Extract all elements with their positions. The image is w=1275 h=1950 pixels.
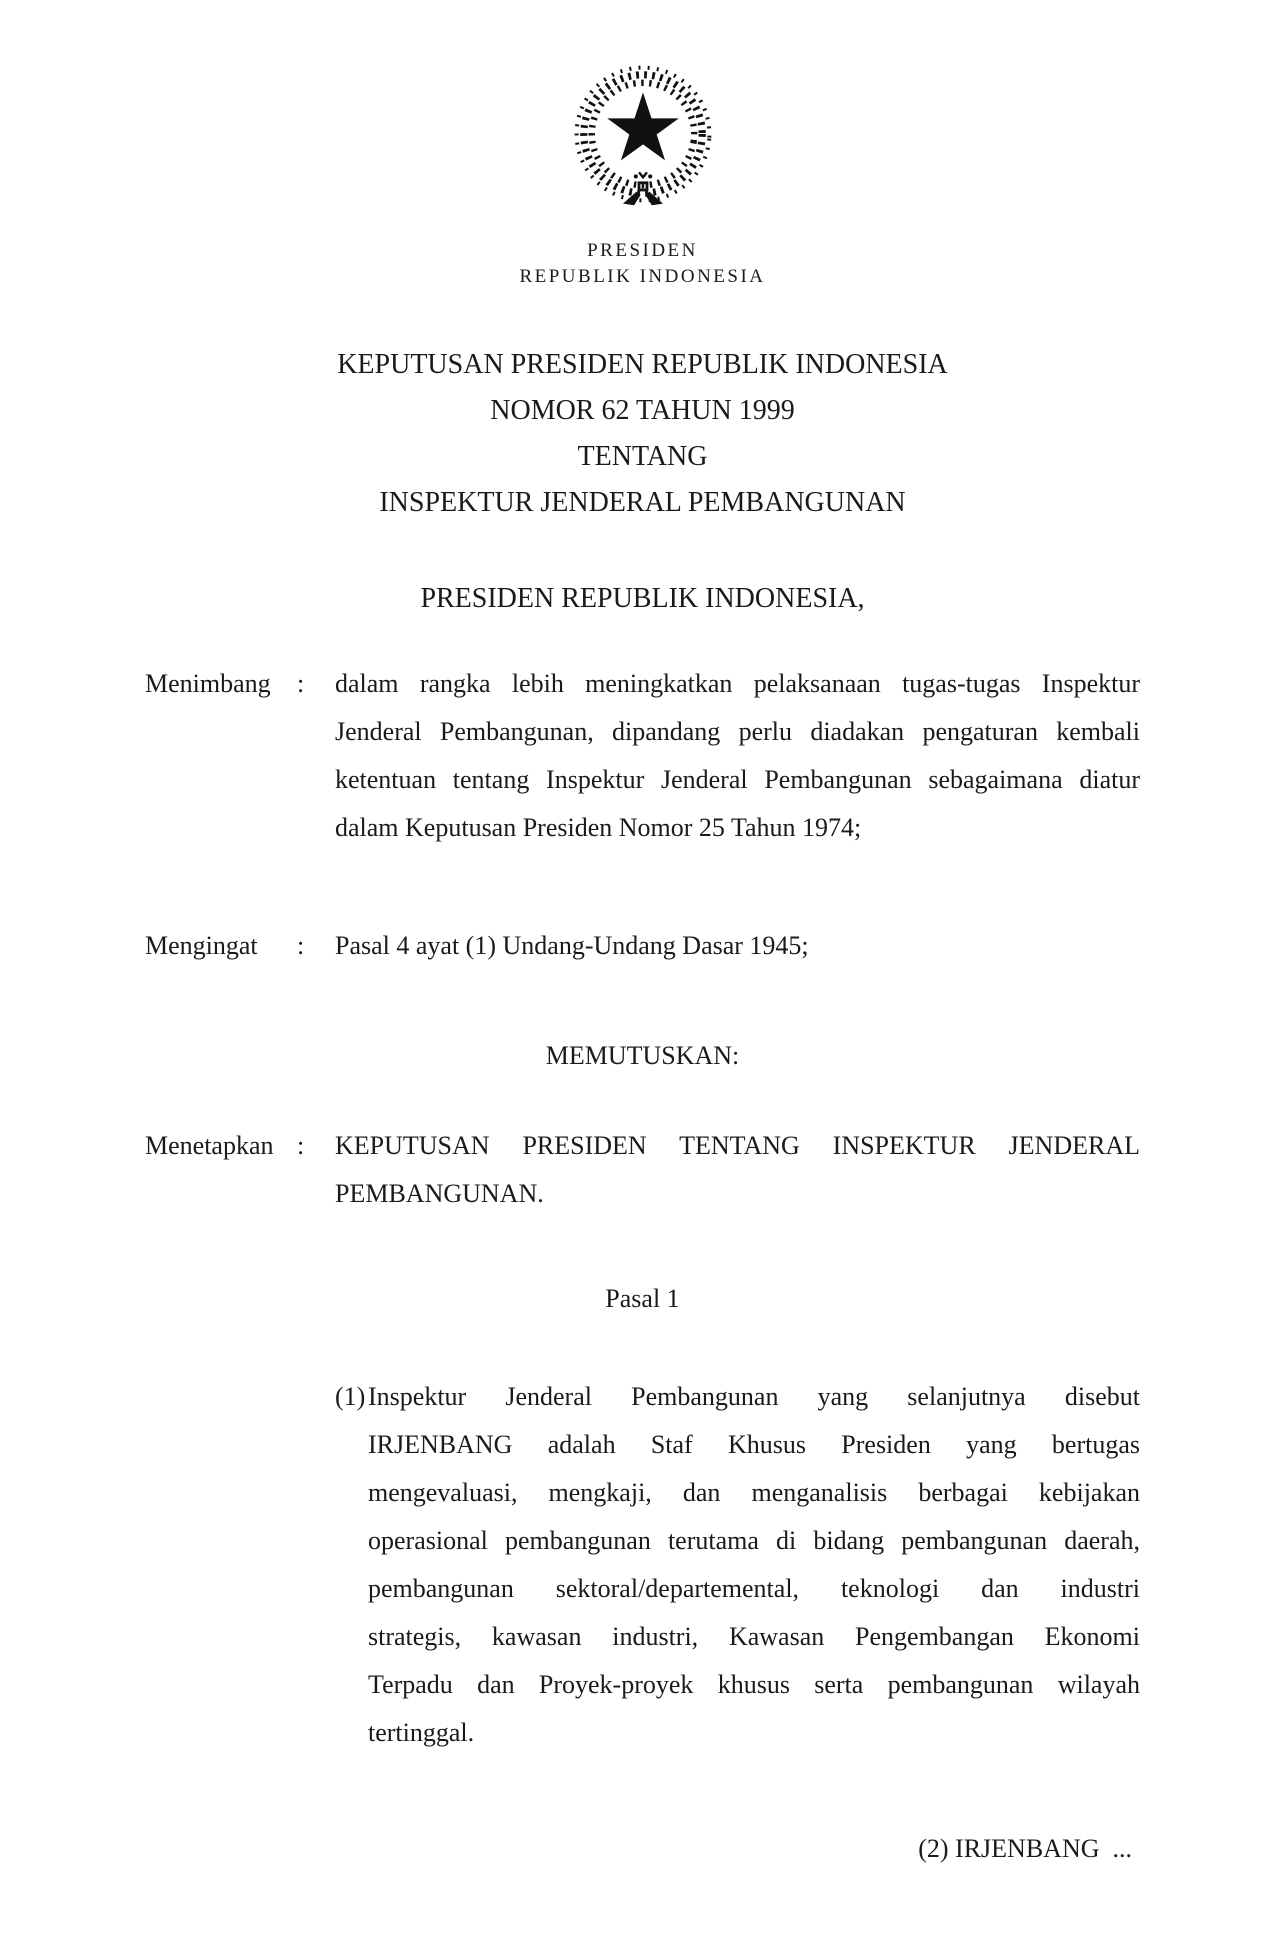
- salutation-heading: PRESIDEN REPUBLIK INDONESIA,: [420, 583, 865, 614]
- text-line: dalam rangka lebih meningkatkan pelaksanaan tugas-tugas Inspektur: [335, 669, 1140, 698]
- considerations-colon: :: [297, 669, 305, 698]
- presidential-seal-emblem: [563, 52, 723, 216]
- decree-number-line: NOMOR 62 TAHUN 1999: [490, 395, 795, 426]
- text-line: pembangunan sektoral/departemental, teknologi dan industri: [368, 1574, 1140, 1603]
- letterhead: [145, 238, 1140, 290]
- article-1-clause-1: [145, 1373, 1140, 1757]
- text-line: strategis, kawasan industri, Kawasan Pengembangan Ekonomi: [368, 1622, 1140, 1651]
- text-line: Pasal 4 ayat (1) Undang-Undang Dasar 1945;: [335, 931, 809, 960]
- considerations-label: Menimbang: [145, 669, 271, 698]
- legal-basis-section: [145, 922, 1140, 970]
- decree-subject-line: INSPEKTUR JENDERAL PEMBANGUNAN: [379, 487, 906, 518]
- clause-1: [335, 1373, 1140, 1757]
- star-icon: [607, 92, 679, 160]
- text-line: dalam Keputusan Presiden Nomor 25 Tahun 1974;: [335, 813, 862, 842]
- text-line: PEMBANGUNAN.: [335, 1179, 544, 1208]
- text-line: IRJENBANG adalah Staf Khusus Presiden yang bertugas: [368, 1430, 1140, 1459]
- letterhead-republik-indonesia: REPUBLIK INDONESIA: [519, 266, 766, 287]
- enactment-section: [145, 1122, 1140, 1218]
- star-wreath-icon: [563, 52, 723, 216]
- legal-basis-colon: :: [297, 931, 305, 960]
- catchword: (2) IRJENBANG ...: [918, 1834, 1132, 1863]
- text-line: tertinggal.: [368, 1718, 475, 1747]
- text-line: mengevaluasi, mengkaji, dan menganalisis berbagai kebijakan: [368, 1478, 1140, 1507]
- considerations-text: [335, 660, 1140, 852]
- text-line: ketentuan tentang Inspektur Jenderal Pembangunan sebagaimana diatur: [335, 765, 1140, 794]
- enactment-text: [335, 1122, 1140, 1218]
- decree-tentang-line: TENTANG: [577, 441, 708, 472]
- decision-heading: MEMUTUSKAN:: [545, 1041, 740, 1070]
- text-line: Terpadu dan Proyek-proyek khusus serta pembangunan wilayah: [368, 1670, 1140, 1699]
- text-line: Jenderal Pembangunan, dipandang perlu diadakan pengaturan kembali: [335, 717, 1140, 746]
- considerations-section: [145, 660, 1140, 852]
- spacer-cell: [145, 1373, 297, 1757]
- text-line: operasional pembangunan terutama di bidang pembangunan daerah,: [368, 1526, 1140, 1555]
- decree-title-line-1: KEPUTUSAN PRESIDEN REPUBLIK INDONESIA: [337, 349, 948, 380]
- enactment-label: Menetapkan: [145, 1131, 274, 1160]
- spacer-cell: [297, 1373, 335, 1757]
- text-line: KEPUTUSAN PRESIDEN TENTANG INSPEKTUR JENDERAL: [335, 1131, 1140, 1160]
- clause-1-number: (1): [335, 1382, 366, 1411]
- article-1-heading: Pasal 1: [605, 1284, 680, 1313]
- ribbon-knot-icon: [623, 172, 663, 205]
- legal-basis-text: [335, 922, 1140, 970]
- letterhead-presiden: PRESIDEN: [587, 240, 698, 261]
- clause-1-text: [368, 1373, 1140, 1757]
- legal-basis-label: Mengingat: [145, 931, 258, 960]
- text-line: Inspektur Jenderal Pembangunan yang selanjutnya disebut: [368, 1382, 1140, 1411]
- enactment-colon: :: [297, 1131, 305, 1160]
- decree-title: [145, 342, 1140, 526]
